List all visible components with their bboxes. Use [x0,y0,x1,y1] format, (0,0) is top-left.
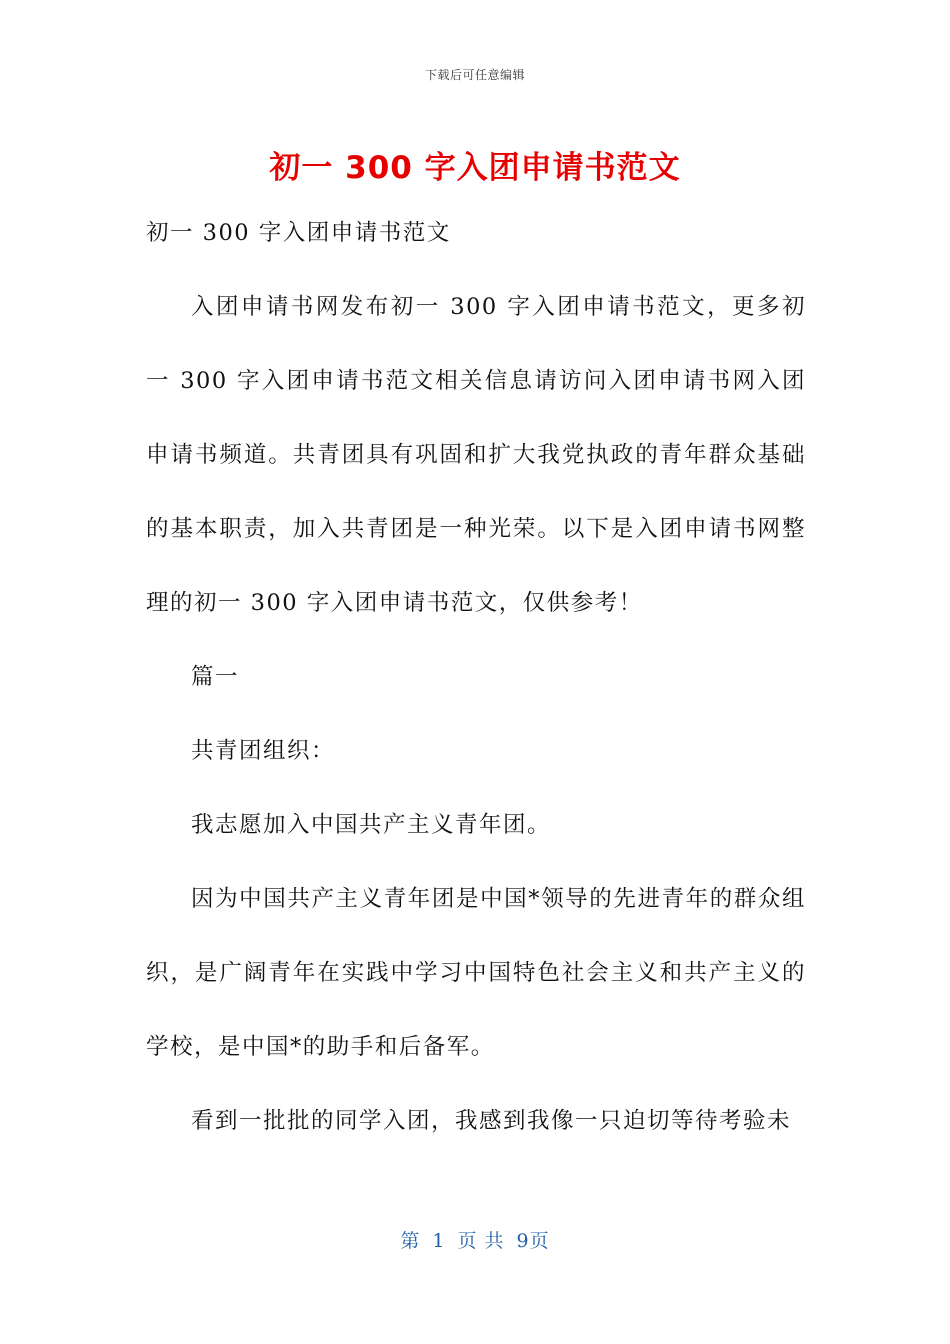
footer-prefix: 第 [400,1230,421,1252]
footer-middle: 页 共 [457,1230,505,1252]
body-paragraph: 因为中国共产主义青年团是中国*领导的先进青年的群众组织，是广阔青年在实践中学习中国特色社会主义和共产主义的学校，是中国*的助手和后备军。 [146,886,806,1060]
body-paragraph: 我志愿加入中国共产主义青年团。 [191,812,552,838]
header-note: 下载后可任意编辑 [424,68,525,82]
body-paragraph: 看到一批批的同学入团，我感到我像一只迫切等待考验未 [191,1108,792,1134]
subtitle-paragraph: 初一 300 字入团申请书范文 [146,220,451,246]
salutation: 共青团组织： [191,738,336,764]
current-page-number: 1 [432,1230,446,1252]
document-title: 初一 300 字入团申请书范文 [269,150,681,186]
total-pages: 9页 [516,1230,550,1252]
intro-paragraph: 入团申请书网发布初一 300 字入团申请书范文，更多初一 300 字入团申请书范文相关信息请访问入团申请书网入团申请书频道。共青团具有巩固和扩大我党执政的青年群众基础的基本职责，加入共青团是一种光荣。以下是入团申请书网整理的初一 300 字入团申请书范文，仅供参考！ [146,294,806,616]
section-heading: 篇一 [191,664,240,690]
document-body [146,196,806,1158]
page-footer [0,1226,950,1253]
